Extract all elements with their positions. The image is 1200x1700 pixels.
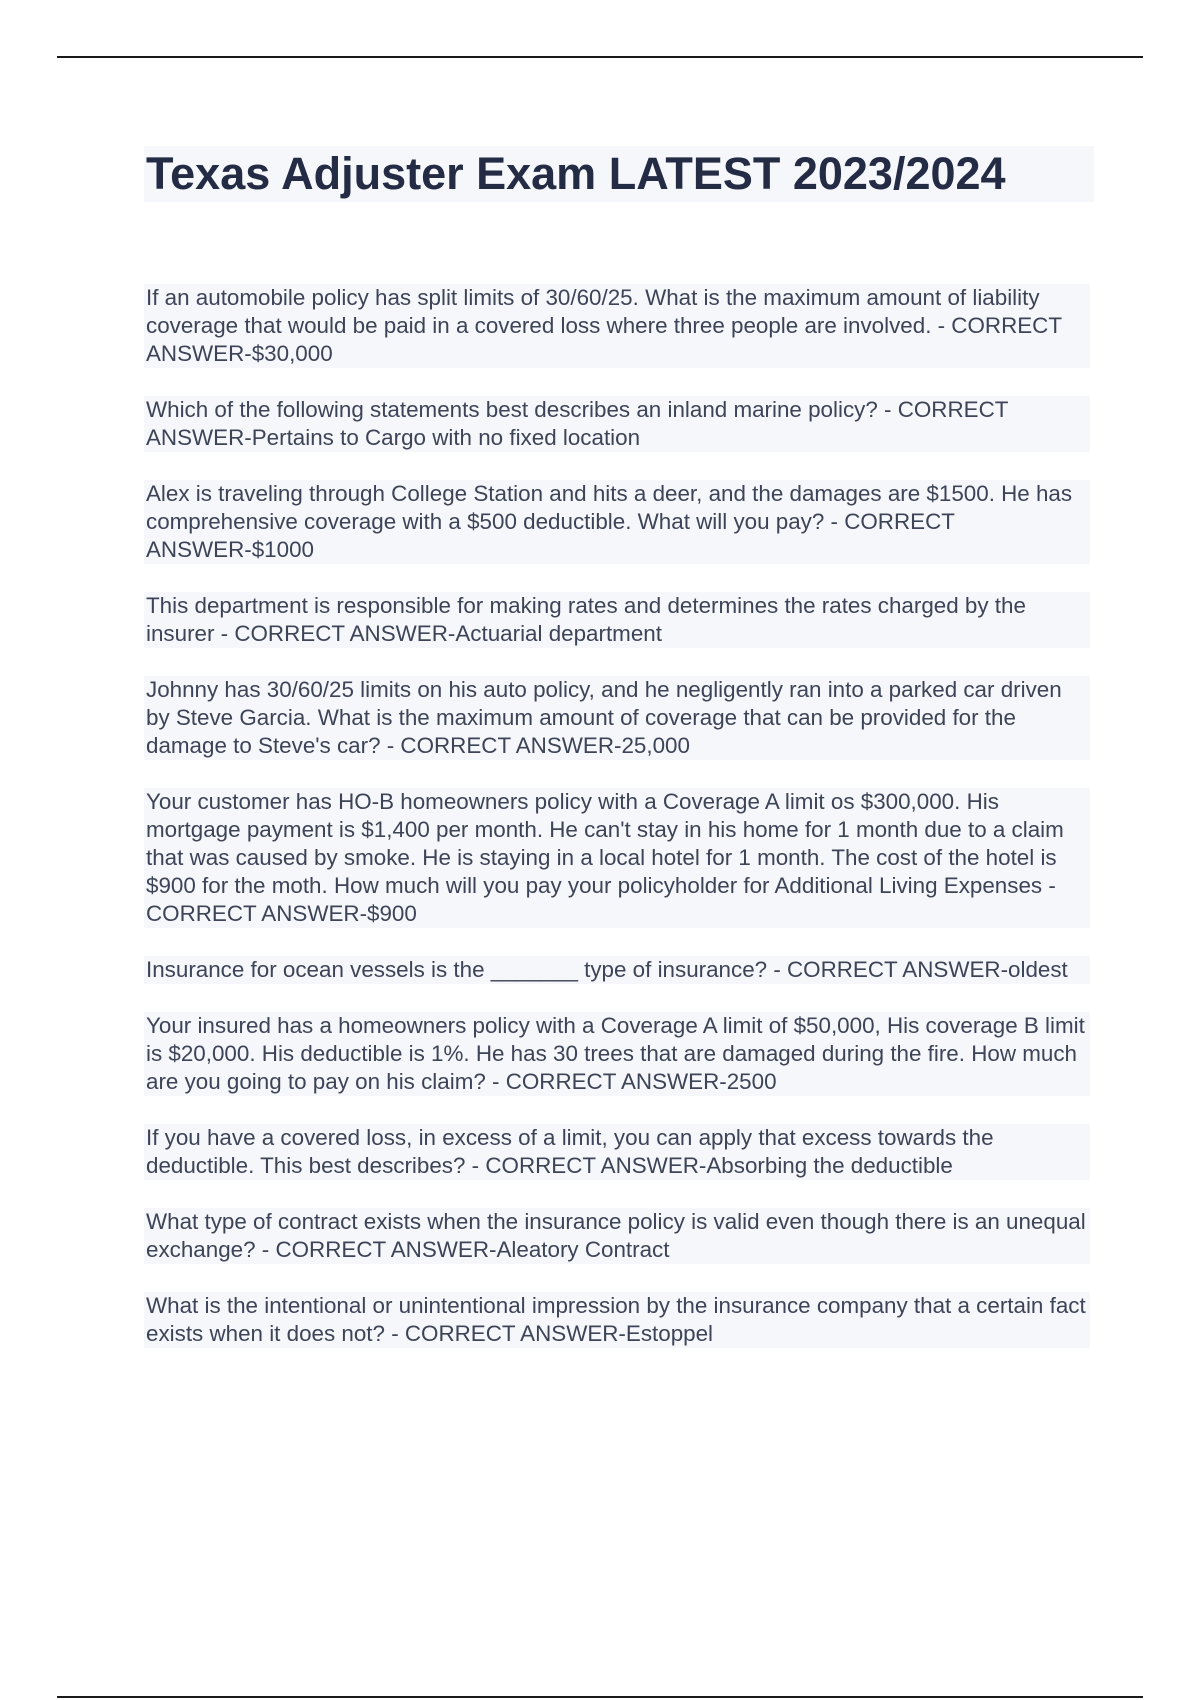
qa-item: Alex is traveling through College Station and hits a deer, and the damages are $1500. He has comprehensive coverage with a $500 deductible. What will you pay? - CORRECT ANSWER-$1000 [144, 480, 1090, 564]
qa-item: What type of contract exists when the insurance policy is valid even though there is an unequal exchange? - CORRECT ANSWER-Aleatory Contract [144, 1208, 1090, 1264]
qa-item: If you have a covered loss, in excess of a limit, you can apply that excess towards the deductible. This best describes? - CORRECT ANSWER-Absorbing the deductible [144, 1124, 1090, 1180]
qa-item: Johnny has 30/60/25 limits on his auto policy, and he negligently ran into a parked car driven by Steve Garcia. What is the maximum amount of coverage that can be provided for the damage to Steve's car? - CORRECT ANSWER-25,000 [144, 676, 1090, 760]
qa-item: Your insured has a homeowners policy with a Coverage A limit of $50,000, His coverage B limit is $20,000. His deductible is 1%. He has 30 trees that are damaged during the fire. How much are you going to pay on his claim? - CORRECT ANSWER-2500 [144, 1012, 1090, 1096]
qa-item: Insurance for ocean vessels is the _______ type of insurance? - CORRECT ANSWER-oldest [144, 956, 1090, 984]
qa-item: Which of the following statements best describes an inland marine policy? - CORRECT ANSWER-Pertains to Cargo with no fixed location [144, 396, 1090, 452]
bottom-rule [57, 1696, 1143, 1698]
qa-list [144, 284, 1090, 1376]
document-title: Texas Adjuster Exam LATEST 2023/2024 [144, 146, 1094, 202]
top-rule [57, 56, 1143, 58]
qa-item: If an automobile policy has split limits of 30/60/25. What is the maximum amount of liability coverage that would be paid in a covered loss where three people are involved. - CORRECT ANSWER-$30,000 [144, 284, 1090, 368]
qa-item: This department is responsible for making rates and determines the rates charged by the insurer - CORRECT ANSWER-Actuarial department [144, 592, 1090, 648]
qa-item: Your customer has HO-B homeowners policy with a Coverage A limit os $300,000. His mortgage payment is $1,400 per month. He can't stay in his home for 1 month due to a claim that was caused by smoke. He is staying in a local hotel for 1 month. The cost of the hotel is $900 for the moth. How much will you pay your policyholder for Additional Living Expenses - CORRECT ANSWER-$900 [144, 788, 1090, 928]
qa-item: What is the intentional or unintentional impression by the insurance company that a certain fact exists when it does not? - CORRECT ANSWER-Estoppel [144, 1292, 1090, 1348]
